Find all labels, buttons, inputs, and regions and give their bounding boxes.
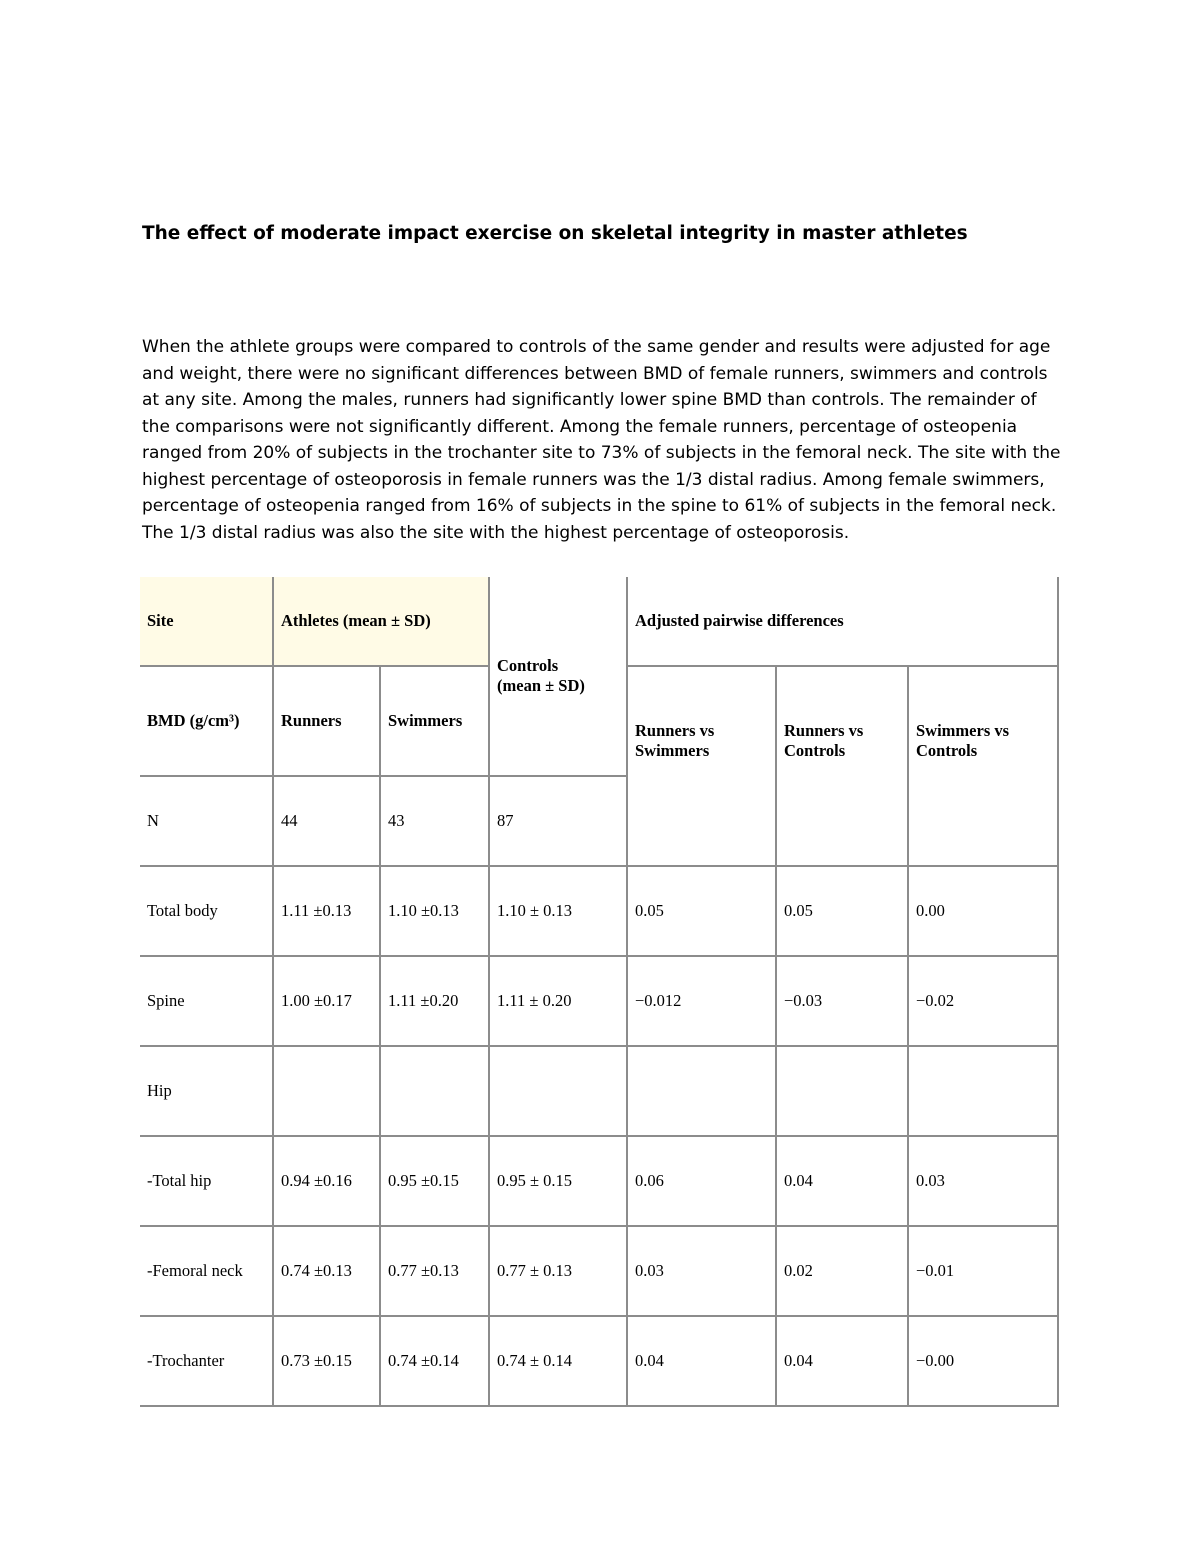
cell-runners [273,1046,380,1136]
cell-site: Hip [140,1046,273,1136]
cell-runners: 0.74 ±0.13 [273,1226,380,1316]
cell-controls: 0.74 ± 0.14 [489,1316,627,1406]
cell-runners-vs-controls: 0.04 [776,1136,908,1226]
cell-swimmers: 0.74 ±0.14 [380,1316,489,1406]
header-controls-label: Controls (mean ± SD) [497,656,585,695]
cell-site: -Trochanter [140,1316,273,1406]
cell-controls: 0.77 ± 0.13 [489,1226,627,1316]
header-runners: Runners [273,666,380,776]
cell-swimmers: 0.95 ±0.15 [380,1136,489,1226]
cell-runners-vs-controls [776,1046,908,1136]
header-runners-vs-swimmers-label: Runners vs Swimmers [635,721,715,760]
cell-swimmers-vs-controls [908,1046,1058,1136]
cell-swimmers: 0.77 ±0.13 [380,1226,489,1316]
table-row [140,1316,1058,1406]
cell-controls: 1.11 ± 0.20 [489,956,627,1046]
cell-runners-vs-swimmers: −0.012 [627,956,776,1046]
header-swimmers-vs-controls-label: Swimmers vs Controls [916,721,1010,760]
cell-swimmers-vs-controls: 0.03 [908,1136,1058,1226]
cell-runners-vs-swimmers: 0.05 [627,866,776,956]
body-paragraph: When the athlete groups were compared to controls of the same gender and results were adjusted for age and weight, there were no significant differences between BMD of female runners, swimmers and controls at any site. Among the males, runners had significantly lower spine BMD than controls. The remainder of the comparisons were not significantly different. Among the female runners, percentage of osteopenia ranged from 20% of subjects in the trochanter site to 73% of subjects in the femoral neck. The site with the highest percentage of osteoporosis in female runners was the 1/3 distal radius. Among female swimmers, percentage of osteopenia ranged from 16% of subjects in the spine to 61% of subjects in the femoral neck. The 1/3 distal radius was also the site with the highest percentage of osteoporosis. [142,337,1061,543]
n-controls: 87 [489,776,627,866]
cell-swimmers-vs-controls: −0.02 [908,956,1058,1046]
table-row [140,956,1058,1046]
cell-site: Total body [140,866,273,956]
cell-runners: 1.00 ±0.17 [273,956,380,1046]
cell-runners-vs-controls: −0.03 [776,956,908,1046]
n-label: N [140,776,273,866]
cell-swimmers [380,1046,489,1136]
bmd-comparison-table [140,577,1059,1407]
header-bmd [140,666,273,776]
cell-controls: 0.95 ± 0.15 [489,1136,627,1226]
cell-runners-vs-controls: 0.02 [776,1226,908,1316]
cell-runners-vs-controls: 0.04 [776,1316,908,1406]
cell-runners: 0.94 ±0.16 [273,1136,380,1226]
header-adjusted: Adjusted pairwise differences [627,577,1058,666]
header-controls [489,577,627,776]
page-title: The effect of moderate impact exercise on skeletal integrity in master athletes [142,223,968,245]
table-row [140,866,1058,956]
cell-runners-vs-swimmers: 0.03 [627,1226,776,1316]
cell-runners: 1.11 ±0.13 [273,866,380,956]
header-runners-vs-swimmers [627,666,776,866]
cell-site: Spine [140,956,273,1046]
cell-swimmers: 1.11 ±0.20 [380,956,489,1046]
n-swimmers: 43 [380,776,489,866]
table-row [140,1136,1058,1226]
table-row [140,1046,1058,1136]
cell-runners: 0.73 ±0.15 [273,1316,380,1406]
cell-swimmers-vs-controls: 0.00 [908,866,1058,956]
cell-site: -Femoral neck [140,1226,273,1316]
cell-controls: 1.10 ± 0.13 [489,866,627,956]
header-site: Site [140,577,273,666]
cell-swimmers-vs-controls: −0.00 [908,1316,1058,1406]
cell-runners-vs-controls: 0.05 [776,866,908,956]
header-swimmers: Swimmers [380,666,489,776]
header-swimmers-vs-controls [908,666,1058,866]
cell-runners-vs-swimmers: 0.04 [627,1316,776,1406]
cell-swimmers: 1.10 ±0.13 [380,866,489,956]
header-athletes: Athletes (mean ± SD) [273,577,489,666]
table-header-row-1 [140,577,1058,666]
cell-site: -Total hip [140,1136,273,1226]
header-runners-vs-controls-label: Runners vs Controls [784,721,864,760]
table-row [140,1226,1058,1316]
header-runners-vs-controls [776,666,908,866]
cell-runners-vs-swimmers: 0.06 [627,1136,776,1226]
cell-controls [489,1046,627,1136]
header-bmd-label: BMD (g/cm³) [147,711,240,730]
cell-runners-vs-swimmers [627,1046,776,1136]
cell-swimmers-vs-controls: −0.01 [908,1226,1058,1316]
n-runners: 44 [273,776,380,866]
